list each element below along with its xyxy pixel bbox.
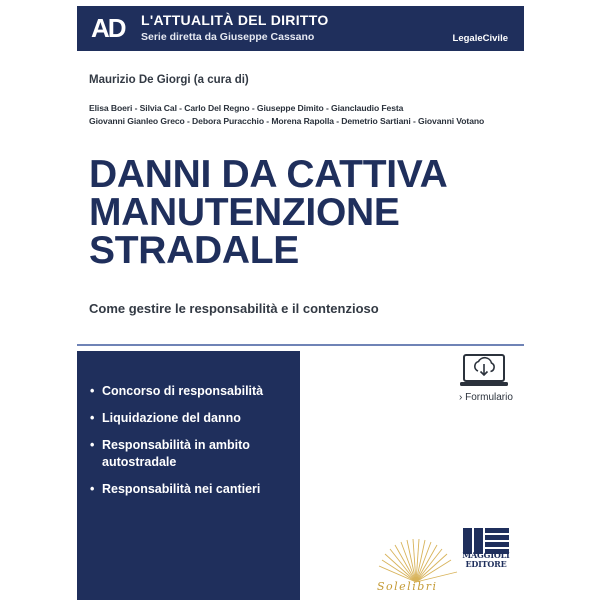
series-logo: AD [91, 13, 125, 43]
formulario-label: › Formulario [459, 392, 513, 403]
topic-text: Concorso di responsabilità [102, 384, 264, 398]
collection-name: LegaleCivile [452, 33, 508, 44]
book-title [89, 153, 519, 272]
divider [77, 344, 524, 346]
coauthors-line: Elisa Boeri - Silvia Cal - Carlo Del Regno - Giuseppe Dimito - Gianclaudio Festa [89, 103, 404, 113]
laptop-download-icon [459, 353, 509, 389]
title-line: DANNI DA CATTIVA [89, 153, 448, 196]
editor-name: Maurizio De Giorgi (a cura di) [89, 74, 249, 86]
coauthors-list [89, 102, 519, 128]
series-title: L'ATTUALITÀ DEL DIRITTO [141, 12, 329, 28]
topics-panel [77, 351, 300, 600]
title-line: STRADALE [89, 229, 299, 272]
title-line: MANUTENZIONE [89, 191, 400, 234]
maggioli-line: EDITORE [465, 559, 507, 569]
solelibri-logo-text: Solelibri [377, 580, 438, 593]
topic-text: Liquidazione del danno [102, 411, 241, 425]
coauthors-line: Giovanni Gianleo Greco - Debora Puracchio - Morena Rapolla - Demetrio Sartiani - Giovanni Votano [89, 116, 485, 126]
book-subtitle: Come gestire le responsabilità e il contenzioso [89, 301, 379, 316]
maggioli-line: MAGGIOLI [462, 550, 510, 560]
bullet: • [90, 411, 95, 425]
maggioli-logo-text [457, 551, 515, 569]
topic-text: Responsabilità in ambito autostradale [102, 438, 250, 469]
bullet: • [90, 384, 95, 398]
topic-item [90, 383, 295, 400]
topic-item [90, 481, 295, 498]
series-header [77, 6, 524, 51]
bullet: • [90, 482, 95, 496]
topic-item [90, 410, 295, 427]
series-subtitle: Serie diretta da Giuseppe Cassano [141, 31, 315, 43]
topic-item [90, 437, 295, 471]
topic-text: Responsabilità nei cantieri [102, 482, 261, 496]
book-cover [77, 6, 524, 600]
bullet: • [90, 438, 95, 452]
